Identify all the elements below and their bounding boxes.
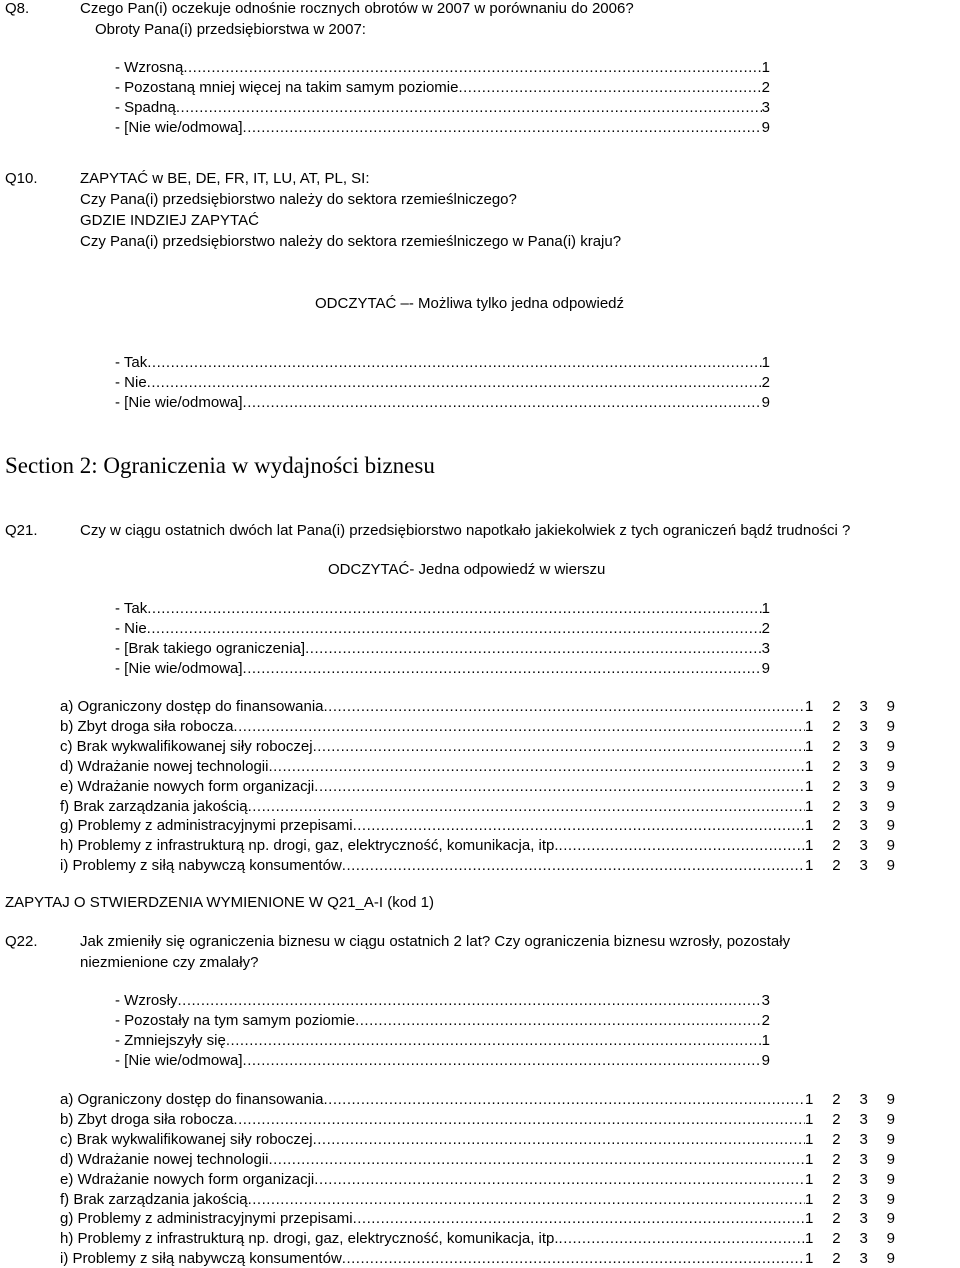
grid-code: 9 (886, 1170, 895, 1188)
grid-code: 3 (859, 837, 868, 855)
grid-code: 1 (805, 857, 814, 875)
grid-codes (805, 738, 895, 756)
dot-leader (324, 1091, 806, 1109)
answer-option (115, 394, 770, 412)
dot-leader (147, 374, 762, 392)
grid-code: 2 (832, 1210, 841, 1228)
grid-codes (805, 1191, 895, 1209)
grid-code: 3 (859, 1150, 868, 1168)
grid-item-label: e) Wdrażanie nowych form organizacji (60, 1170, 315, 1188)
q8-number: Q8. (5, 0, 30, 17)
grid-code: 9 (886, 817, 895, 835)
grid-code: 1 (805, 1130, 814, 1148)
grid-item-row (60, 1091, 895, 1109)
grid-item-label: g) Problemy z administracyjnymi przepisami (60, 1210, 353, 1228)
grid-item-row (60, 1230, 895, 1248)
grid-codes (805, 837, 895, 855)
grid-codes (805, 1091, 895, 1109)
grid-code: 1 (805, 1170, 814, 1188)
grid-item-row (60, 857, 895, 875)
answer-code: 3 (761, 640, 770, 657)
answer-option-label: - Wzrosną (115, 59, 184, 76)
grid-item-row (60, 717, 895, 736)
grid-code: 9 (886, 857, 895, 875)
dot-leader (268, 1151, 805, 1169)
answer-option-label: - Tak (115, 600, 148, 617)
answer-option-label: - Pozostały na tym samym poziomie (115, 1012, 356, 1029)
grid-code: 9 (886, 1110, 895, 1128)
grid-item-row (60, 1250, 895, 1268)
dot-leader (147, 600, 761, 618)
answer-code: 9 (761, 1052, 770, 1069)
grid-code: 2 (832, 1230, 841, 1248)
dot-leader (324, 698, 806, 716)
grid-item-row (60, 817, 895, 835)
grid-code: 3 (859, 1250, 868, 1268)
grid-item-label: i) Problemy z siłą nabywczą konsumentów (60, 1250, 342, 1268)
answer-code: 2 (761, 1012, 770, 1029)
grid-code: 2 (832, 1150, 841, 1168)
q22-intro: ZAPYTAJ O STWIERDZENIA WYMIENIONE W Q21_A-I (kod 1) (5, 894, 434, 911)
grid-code: 3 (859, 1210, 868, 1228)
grid-code: 9 (886, 698, 895, 715)
grid-codes (805, 778, 895, 796)
q21-instruction: ODCZYTAĆ- Jedna odpowiedź w wierszu (328, 561, 606, 578)
grid-code: 1 (805, 1190, 814, 1208)
answer-option (115, 79, 770, 97)
grid-code: 1 (805, 757, 814, 775)
grid-code: 1 (805, 1150, 814, 1168)
answer-option (115, 600, 770, 618)
grid-code: 9 (886, 797, 895, 815)
grid-code: 3 (859, 1190, 868, 1208)
grid-code: 9 (886, 777, 895, 795)
answer-option-label: - [Nie wie/odmowa] (115, 394, 243, 411)
grid-item-label: b) Zbyt droga siła robocza (60, 717, 234, 735)
dot-leader (559, 1230, 805, 1248)
grid-code: 1 (805, 837, 814, 855)
q10-number: Q10. (5, 170, 38, 187)
dot-leader (233, 718, 805, 736)
grid-item-row (60, 1210, 895, 1228)
grid-code: 2 (832, 1190, 841, 1208)
grid-item-row (60, 1130, 895, 1149)
grid-code: 3 (859, 737, 868, 755)
grid-code: 3 (859, 1230, 868, 1248)
grid-item-label: f) Brak zarządzania jakością (60, 797, 248, 815)
grid-codes (805, 1171, 895, 1189)
grid-code: 2 (832, 717, 841, 735)
q21-question: Czy w ciągu ostatnich dwóch lat Pana(i) przedsiębiorstwo napotkało jakiekolwiek z tych ograniczeń bądź trudności ? (80, 522, 851, 539)
grid-code: 1 (805, 797, 814, 815)
q10-line-3: GDZIE INDZIEJ ZAPYTAĆ (80, 212, 259, 229)
answer-option (115, 620, 770, 638)
grid-item-label: e) Wdrażanie nowych form organizacji (60, 777, 315, 795)
grid-code: 9 (886, 1230, 895, 1248)
grid-item-label: d) Wdrażanie nowej technologii (60, 757, 269, 775)
answer-option-label: - [Brak takiego ograniczenia] (115, 640, 306, 657)
answer-code: 1 (761, 354, 770, 371)
dot-leader (268, 758, 805, 776)
answer-option-label: - Zmniejszyły się (115, 1032, 226, 1049)
grid-item-label: h) Problemy z infrastrukturą np. drogi, gaz, elektryczność, komunikacja, itp. (60, 837, 559, 855)
grid-code: 3 (859, 857, 868, 875)
answer-option (115, 354, 770, 372)
grid-code: 1 (805, 1210, 814, 1228)
grid-codes (805, 718, 895, 736)
dot-leader (183, 59, 761, 77)
grid-code: 1 (805, 1091, 814, 1108)
grid-code: 3 (859, 1091, 868, 1108)
grid-code: 1 (805, 817, 814, 835)
answer-code: 1 (761, 1032, 770, 1049)
q21-number: Q21. (5, 522, 38, 539)
grid-item-row (60, 1150, 895, 1169)
grid-code: 2 (832, 857, 841, 875)
grid-code: 3 (859, 757, 868, 775)
grid-code: 3 (859, 797, 868, 815)
dot-leader (314, 1171, 805, 1189)
q10-line-2: Czy Pana(i) przedsiębiorstwo należy do sektora rzemieślniczego? (80, 191, 517, 208)
grid-code: 2 (832, 1130, 841, 1148)
grid-item-label: a) Ograniczony dostęp do finansowania (60, 1091, 324, 1108)
grid-code: 1 (805, 717, 814, 735)
grid-code: 2 (832, 1170, 841, 1188)
answer-option (115, 119, 770, 137)
grid-code: 1 (805, 1230, 814, 1248)
grid-code: 3 (859, 1170, 868, 1188)
grid-codes (805, 817, 895, 835)
grid-item-row (60, 1110, 895, 1129)
grid-codes (805, 798, 895, 816)
grid-code: 9 (886, 1210, 895, 1228)
answer-option-label: - Tak (115, 354, 148, 371)
q10-line-1: ZAPYTAĆ w BE, DE, FR, IT, LU, AT, PL, SI: (80, 170, 370, 187)
grid-codes (805, 698, 895, 716)
grid-code: 9 (886, 1250, 895, 1268)
answer-code: 9 (761, 660, 770, 677)
grid-code: 2 (832, 1250, 841, 1268)
dot-leader (243, 1052, 762, 1070)
dot-leader (458, 79, 761, 97)
dot-leader (248, 798, 805, 816)
answer-code: 2 (761, 374, 770, 391)
grid-item-label: c) Brak wykwalifikowanej siły roboczej (60, 737, 313, 755)
answer-code: 1 (761, 59, 770, 76)
q22-question-line-1: Jak zmieniły się ograniczenia biznesu w ciągu ostatnich 2 lat? Czy ograniczenia biznesu wzrosły, pozostały (80, 933, 791, 950)
answer-option-label: - Pozostaną mniej więcej na takim samym poziomie (115, 79, 459, 96)
grid-item-row (60, 797, 895, 816)
q8-question: Czego Pan(i) oczekuje odnośnie rocznych obrotów w 2007 w porównaniu do 2006? (80, 0, 634, 17)
grid-code: 3 (859, 1130, 868, 1148)
grid-item-row (60, 737, 895, 756)
grid-item-row (60, 1190, 895, 1209)
grid-code: 2 (832, 777, 841, 795)
q22-question-line-2: niezmienione czy zmalały? (80, 954, 259, 971)
answer-code: 2 (761, 620, 770, 637)
grid-code: 2 (832, 797, 841, 815)
dot-leader (305, 640, 762, 658)
grid-item-row (60, 757, 895, 776)
dot-leader (355, 1012, 762, 1030)
answer-option (115, 640, 770, 658)
dot-leader (342, 857, 805, 875)
answer-option-label: - [Nie wie/odmowa] (115, 660, 243, 677)
grid-item-label: f) Brak zarządzania jakością (60, 1190, 248, 1208)
answer-option-label: - Wzrosły (115, 992, 178, 1009)
answer-option (115, 99, 770, 117)
q8-subtitle: Obroty Pana(i) przedsiębiorstwa w 2007: (95, 21, 366, 38)
grid-code: 9 (886, 837, 895, 855)
dot-leader (313, 738, 805, 756)
answer-option-label: - Nie (115, 620, 147, 637)
grid-item-label: d) Wdrażanie nowej technologii (60, 1150, 269, 1168)
dot-leader (353, 817, 805, 835)
dot-leader (342, 1250, 805, 1268)
grid-code: 3 (859, 777, 868, 795)
grid-code: 3 (859, 698, 868, 715)
grid-codes (805, 1131, 895, 1149)
answer-option (115, 1032, 770, 1050)
grid-code: 9 (886, 717, 895, 735)
answer-option (115, 1012, 770, 1030)
grid-item-row (60, 1170, 895, 1189)
answer-option-label: - [Nie wie/odmowa] (115, 1052, 243, 1069)
dot-leader (147, 354, 761, 372)
grid-code: 1 (805, 777, 814, 795)
dot-leader (243, 660, 762, 678)
dot-leader (313, 1131, 805, 1149)
grid-codes (805, 1230, 895, 1248)
dot-leader (147, 620, 762, 638)
answer-option (115, 660, 770, 678)
dot-leader (248, 1191, 805, 1209)
answer-code: 1 (761, 600, 770, 617)
dot-leader (353, 1210, 805, 1228)
grid-code: 9 (886, 1130, 895, 1148)
grid-item-label: c) Brak wykwalifikowanej siły roboczej (60, 1130, 313, 1148)
dot-leader (178, 992, 762, 1010)
grid-codes (805, 1151, 895, 1169)
answer-code: 2 (761, 79, 770, 96)
dot-leader (233, 1111, 805, 1129)
answer-option-label: - [Nie wie/odmowa] (115, 119, 243, 136)
dot-leader (559, 837, 805, 855)
grid-codes (805, 758, 895, 776)
grid-item-row (60, 698, 895, 716)
q22-number: Q22. (5, 933, 38, 950)
grid-code: 1 (805, 1110, 814, 1128)
grid-code: 9 (886, 1190, 895, 1208)
grid-code: 2 (832, 757, 841, 775)
grid-code: 9 (886, 737, 895, 755)
dot-leader (243, 394, 762, 412)
grid-code: 3 (859, 817, 868, 835)
dot-leader (176, 99, 762, 117)
grid-item-label: h) Problemy z infrastrukturą np. drogi, gaz, elektryczność, komunikacja, itp. (60, 1230, 559, 1248)
grid-item-label: a) Ograniczony dostęp do finansowania (60, 698, 324, 715)
grid-code: 2 (832, 837, 841, 855)
grid-codes (805, 1111, 895, 1129)
grid-item-label: i) Problemy z siłą nabywczą konsumentów (60, 857, 342, 875)
q10-instruction: ODCZYTAĆ –- Możliwa tylko jedna odpowiedź (315, 295, 625, 312)
answer-option (115, 374, 770, 392)
answer-code: 9 (761, 119, 770, 136)
grid-item-label: b) Zbyt droga siła robocza (60, 1110, 234, 1128)
grid-code: 9 (886, 1091, 895, 1108)
answer-option (115, 1052, 770, 1070)
answer-option-label: - Nie (115, 374, 147, 391)
grid-item-label: g) Problemy z administracyjnymi przepisami (60, 817, 353, 835)
dot-leader (314, 778, 805, 796)
q10-line-4: Czy Pana(i) przedsiębiorstwo należy do sektora rzemieślniczego w Pana(i) kraju? (80, 233, 622, 250)
grid-code: 9 (886, 1150, 895, 1168)
grid-code: 9 (886, 757, 895, 775)
grid-code: 2 (832, 817, 841, 835)
grid-code: 1 (805, 1250, 814, 1268)
grid-item-row (60, 777, 895, 796)
grid-codes (805, 1250, 895, 1268)
answer-code: 3 (761, 992, 770, 1009)
answer-option (115, 992, 770, 1010)
answer-option-label: - Spadną (115, 99, 176, 116)
grid-code: 3 (859, 1110, 868, 1128)
answer-code: 9 (761, 394, 770, 411)
grid-code: 1 (805, 737, 814, 755)
grid-code: 2 (832, 698, 841, 715)
grid-codes (805, 1210, 895, 1228)
grid-code: 2 (832, 737, 841, 755)
section-2-title: Section 2: Ograniczenia w wydajności biznesu (5, 453, 435, 478)
answer-option (115, 59, 770, 77)
dot-leader (243, 119, 762, 137)
grid-codes (805, 857, 895, 875)
grid-item-row (60, 837, 895, 855)
grid-code: 2 (832, 1091, 841, 1108)
dot-leader (226, 1032, 762, 1050)
answer-code: 3 (761, 99, 770, 116)
grid-code: 1 (805, 698, 814, 715)
grid-code: 2 (832, 1110, 841, 1128)
grid-code: 3 (859, 717, 868, 735)
